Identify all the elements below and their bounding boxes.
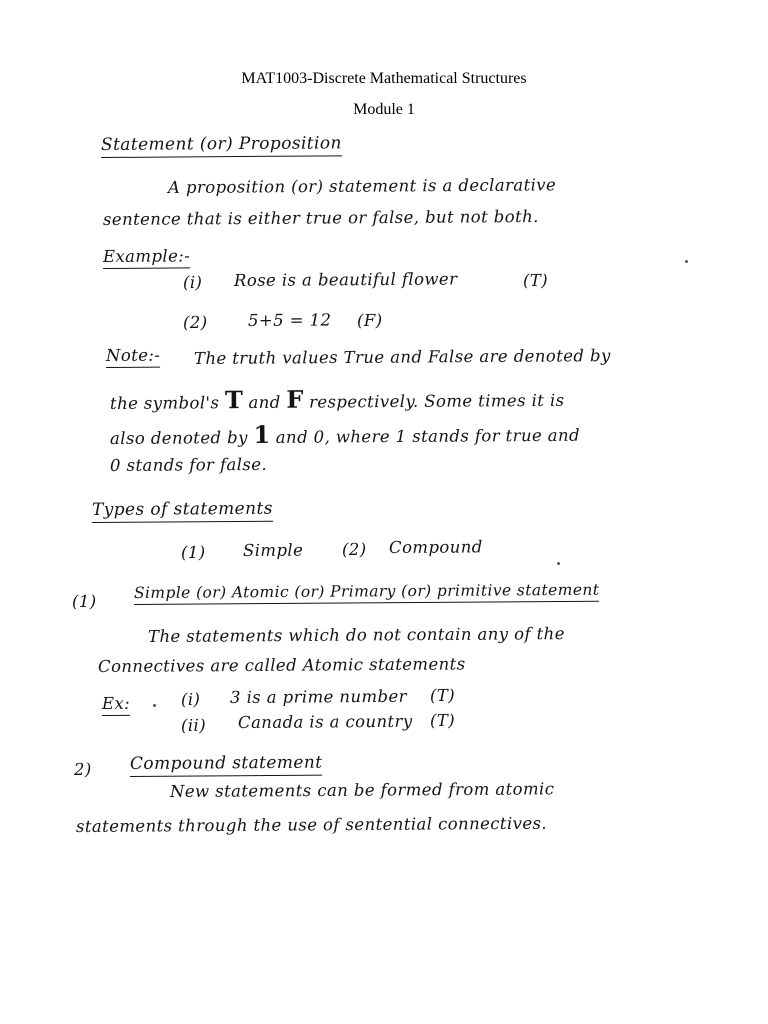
- note-line-3: [110, 418, 580, 450]
- compound-line-1: New statements can be formed from atomic: [169, 779, 555, 801]
- simple-marker: (1): [71, 591, 97, 611]
- type-2-marker: (2): [341, 539, 367, 559]
- note-line-2: [110, 383, 565, 415]
- symbol-f: F: [286, 384, 304, 414]
- definition-line-2: sentence that is either true or false, but not both.: [102, 206, 539, 229]
- type-1-marker: (1): [180, 542, 206, 562]
- type-2-text: Compound: [388, 537, 483, 557]
- note-line-2-start: the symbol's: [109, 393, 220, 413]
- heading-types-of-statements: Types of statements: [92, 499, 273, 523]
- symbol-one: 1: [253, 419, 271, 449]
- heading-simple-statement: Simple (or) Atomic (or) Primary (or) primitive statement: [134, 581, 600, 605]
- note-line-1: The truth values True and False are denoted by: [193, 346, 611, 368]
- note-label: Note:-: [106, 346, 160, 368]
- definition-line-1: A proposition (or) statement is a declarative: [167, 175, 557, 197]
- example-label: Example:-: [103, 246, 190, 269]
- scan-speck: [685, 260, 688, 263]
- module-label: Module 1: [353, 101, 415, 118]
- simple-ex-1-text: 3 is a prime number: [229, 686, 407, 707]
- scan-speck: [153, 704, 156, 707]
- symbol-t: T: [224, 385, 243, 415]
- simple-ex-2-text: Canada is a country: [237, 711, 413, 732]
- heading-statement-proposition: Statement (or) Proposition: [101, 133, 342, 158]
- type-1-text: Simple: [242, 540, 304, 560]
- simple-line-2: Connectives are called Atomic statements: [97, 654, 466, 676]
- note-line-3-start: also denoted by: [109, 428, 248, 448]
- example-2-text: 5+5 = 12: [247, 310, 332, 330]
- simple-line-1: The statements which do not contain any of the: [147, 624, 565, 646]
- compound-line-2: statements through the use of sentential connectives.: [75, 813, 548, 836]
- heading-compound-statement: Compound statement: [130, 753, 323, 777]
- note-line-2-end: respectively. Some times it is: [308, 390, 565, 412]
- note-line-2-and: and: [248, 392, 281, 413]
- simple-ex-1-value: (T): [429, 685, 456, 705]
- example-1-text: Rose is a beautiful flower: [233, 269, 458, 290]
- compound-marker: 2): [73, 759, 92, 779]
- simple-ex-2-marker: (ii): [180, 715, 207, 735]
- simple-ex-label: Ex:: [102, 694, 130, 716]
- note-line-4: 0 stands for false.: [109, 454, 268, 475]
- example-2-value: (F): [356, 310, 383, 330]
- simple-ex-2-value: (T): [429, 710, 456, 730]
- course-title: MAT1003-Discrete Mathematical Structures: [241, 70, 527, 87]
- scan-speck: [557, 562, 560, 565]
- example-2-marker: (2): [182, 312, 208, 332]
- note-line-3-end: and 0, where 1 stands for true and: [275, 425, 581, 447]
- simple-ex-1-marker: (i): [180, 689, 201, 709]
- example-1-marker: (i): [182, 272, 203, 292]
- example-1-value: (T): [522, 270, 549, 290]
